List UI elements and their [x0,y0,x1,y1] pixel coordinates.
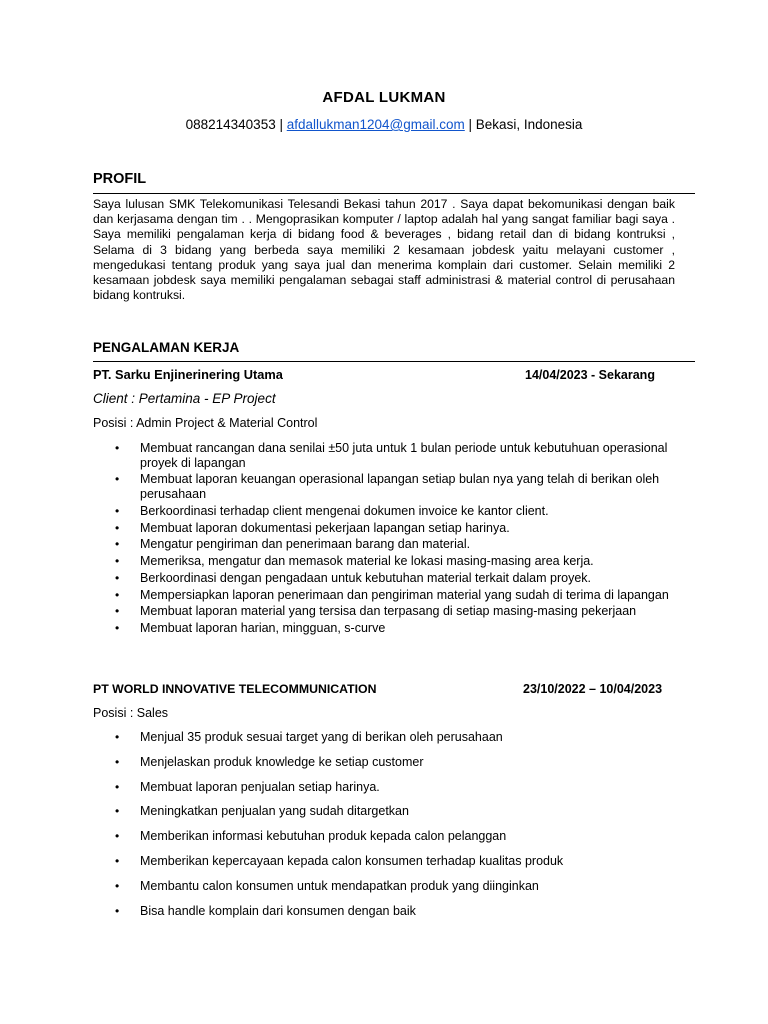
profile-heading: PROFIL [93,171,147,187]
job-task-list [93,441,683,638]
job-dates: 14/04/2023 - Sekarang [525,368,655,382]
list-item: • Menjelaskan produk knowledge ke setiap customer [93,755,693,780]
contact-separator: | [275,117,287,132]
list-item: • Mengatur pengiriman dan penerimaan barang dan material. [93,537,683,552]
list-item: • Menjual 35 produk sesuai target yang di berikan oleh perusahaan [93,730,693,755]
list-item: • Membuat rancangan dana senilai ±50 juta untuk 1 bulan periode untuk kebutuhuan operasional proyek di lapangan [93,441,683,470]
list-item: • Bisa handle komplain dari konsumen dengan baik [93,904,693,929]
job-client: Client : Pertamina - EP Project [93,391,276,406]
job-position: Posisi : Admin Project & Material Control [93,416,318,430]
list-item: • Memberikan informasi kebutuhan produk kepada calon pelanggan [93,829,693,854]
list-item: • Membantu calon konsumen untuk mendapatkan produk yang diinginkan [93,879,693,904]
experience-divider [93,361,695,362]
list-item: • Membuat laporan material yang tersisa dan terpasang di setiap masing-masing pekerjaan [93,604,683,619]
list-item: • Membuat laporan dokumentasi pekerjaan lapangan setiap harinya. [93,521,683,536]
contact-line [0,117,768,132]
list-item: • Membuat laporan penjualan setiap harinya. [93,780,693,805]
list-item: • Memeriksa, mengatur dan memasok material ke lokasi masing-masing area kerja. [93,554,683,569]
job-task-list [93,730,693,928]
list-item: • Membuat laporan harian, mingguan, s-curve [93,621,683,636]
job-position: Posisi : Sales [93,706,169,720]
list-item: • Mempersiapkan laporan penerimaan dan pengiriman material yang sudah di terima di lapangan [93,588,683,603]
job-company: PT WORLD INNOVATIVE TELECOMMUNICATION [93,682,377,696]
profile-text: Saya lulusan SMK Telekomunikasi Telesandi Bekasi tahun 2017 . Saya dapat bekomunikasi dengan baik dan kerjasama dengan tim . . Mengoprasikan komputer / laptop adalah hal yang sangat familiar bagi saya . Saya memiliki pengalaman kerja di bidang food & beverages , bidang retail dan di bidang kontruksi , Selama di 3 bidang yang berbeda saya memiliki 2 kesamaan jobdesk yaitu melayani customer , mengedukasi tentang produk yang saya jual dan menerima komplain dari customer. Selain memiliki 2 kesamaan jobdesk saya memiliki pengalaman sebagai staff administrasi & material control di perusahaan bidang kontruksi. [93,197,675,303]
contact-separator: | [464,117,476,132]
job-company: PT. Sarku Enjinerinering Utama [93,367,283,382]
experience-heading: PENGALAMAN KERJA [93,340,240,355]
list-item: • Memberikan kepercayaan kepada calon konsumen terhadap kualitas produk [93,854,693,879]
location: Bekasi, Indonesia [475,117,583,132]
email-link[interactable]: afdallukman1204@gmail.com [286,117,465,132]
job-dates: 23/10/2022 – 10/04/2023 [523,682,663,696]
list-item: • Meningkatkan penjualan yang sudah ditargetkan [93,804,693,829]
phone-number: 088214340353 [185,117,276,132]
list-item: • Membuat laporan keuangan operasional lapangan setiap bulan nya yang telah di berikan oleh perusahaan [93,472,683,501]
resume-name: AFDAL LUKMAN [322,89,446,106]
list-item: • Berkoordinasi dengan pengadaan untuk kebutuhan material terkait dalam proyek. [93,571,683,586]
list-item: • Berkoordinasi terhadap client mengenai dokumen invoice ke kantor client. [93,504,683,519]
profile-divider [93,193,695,194]
